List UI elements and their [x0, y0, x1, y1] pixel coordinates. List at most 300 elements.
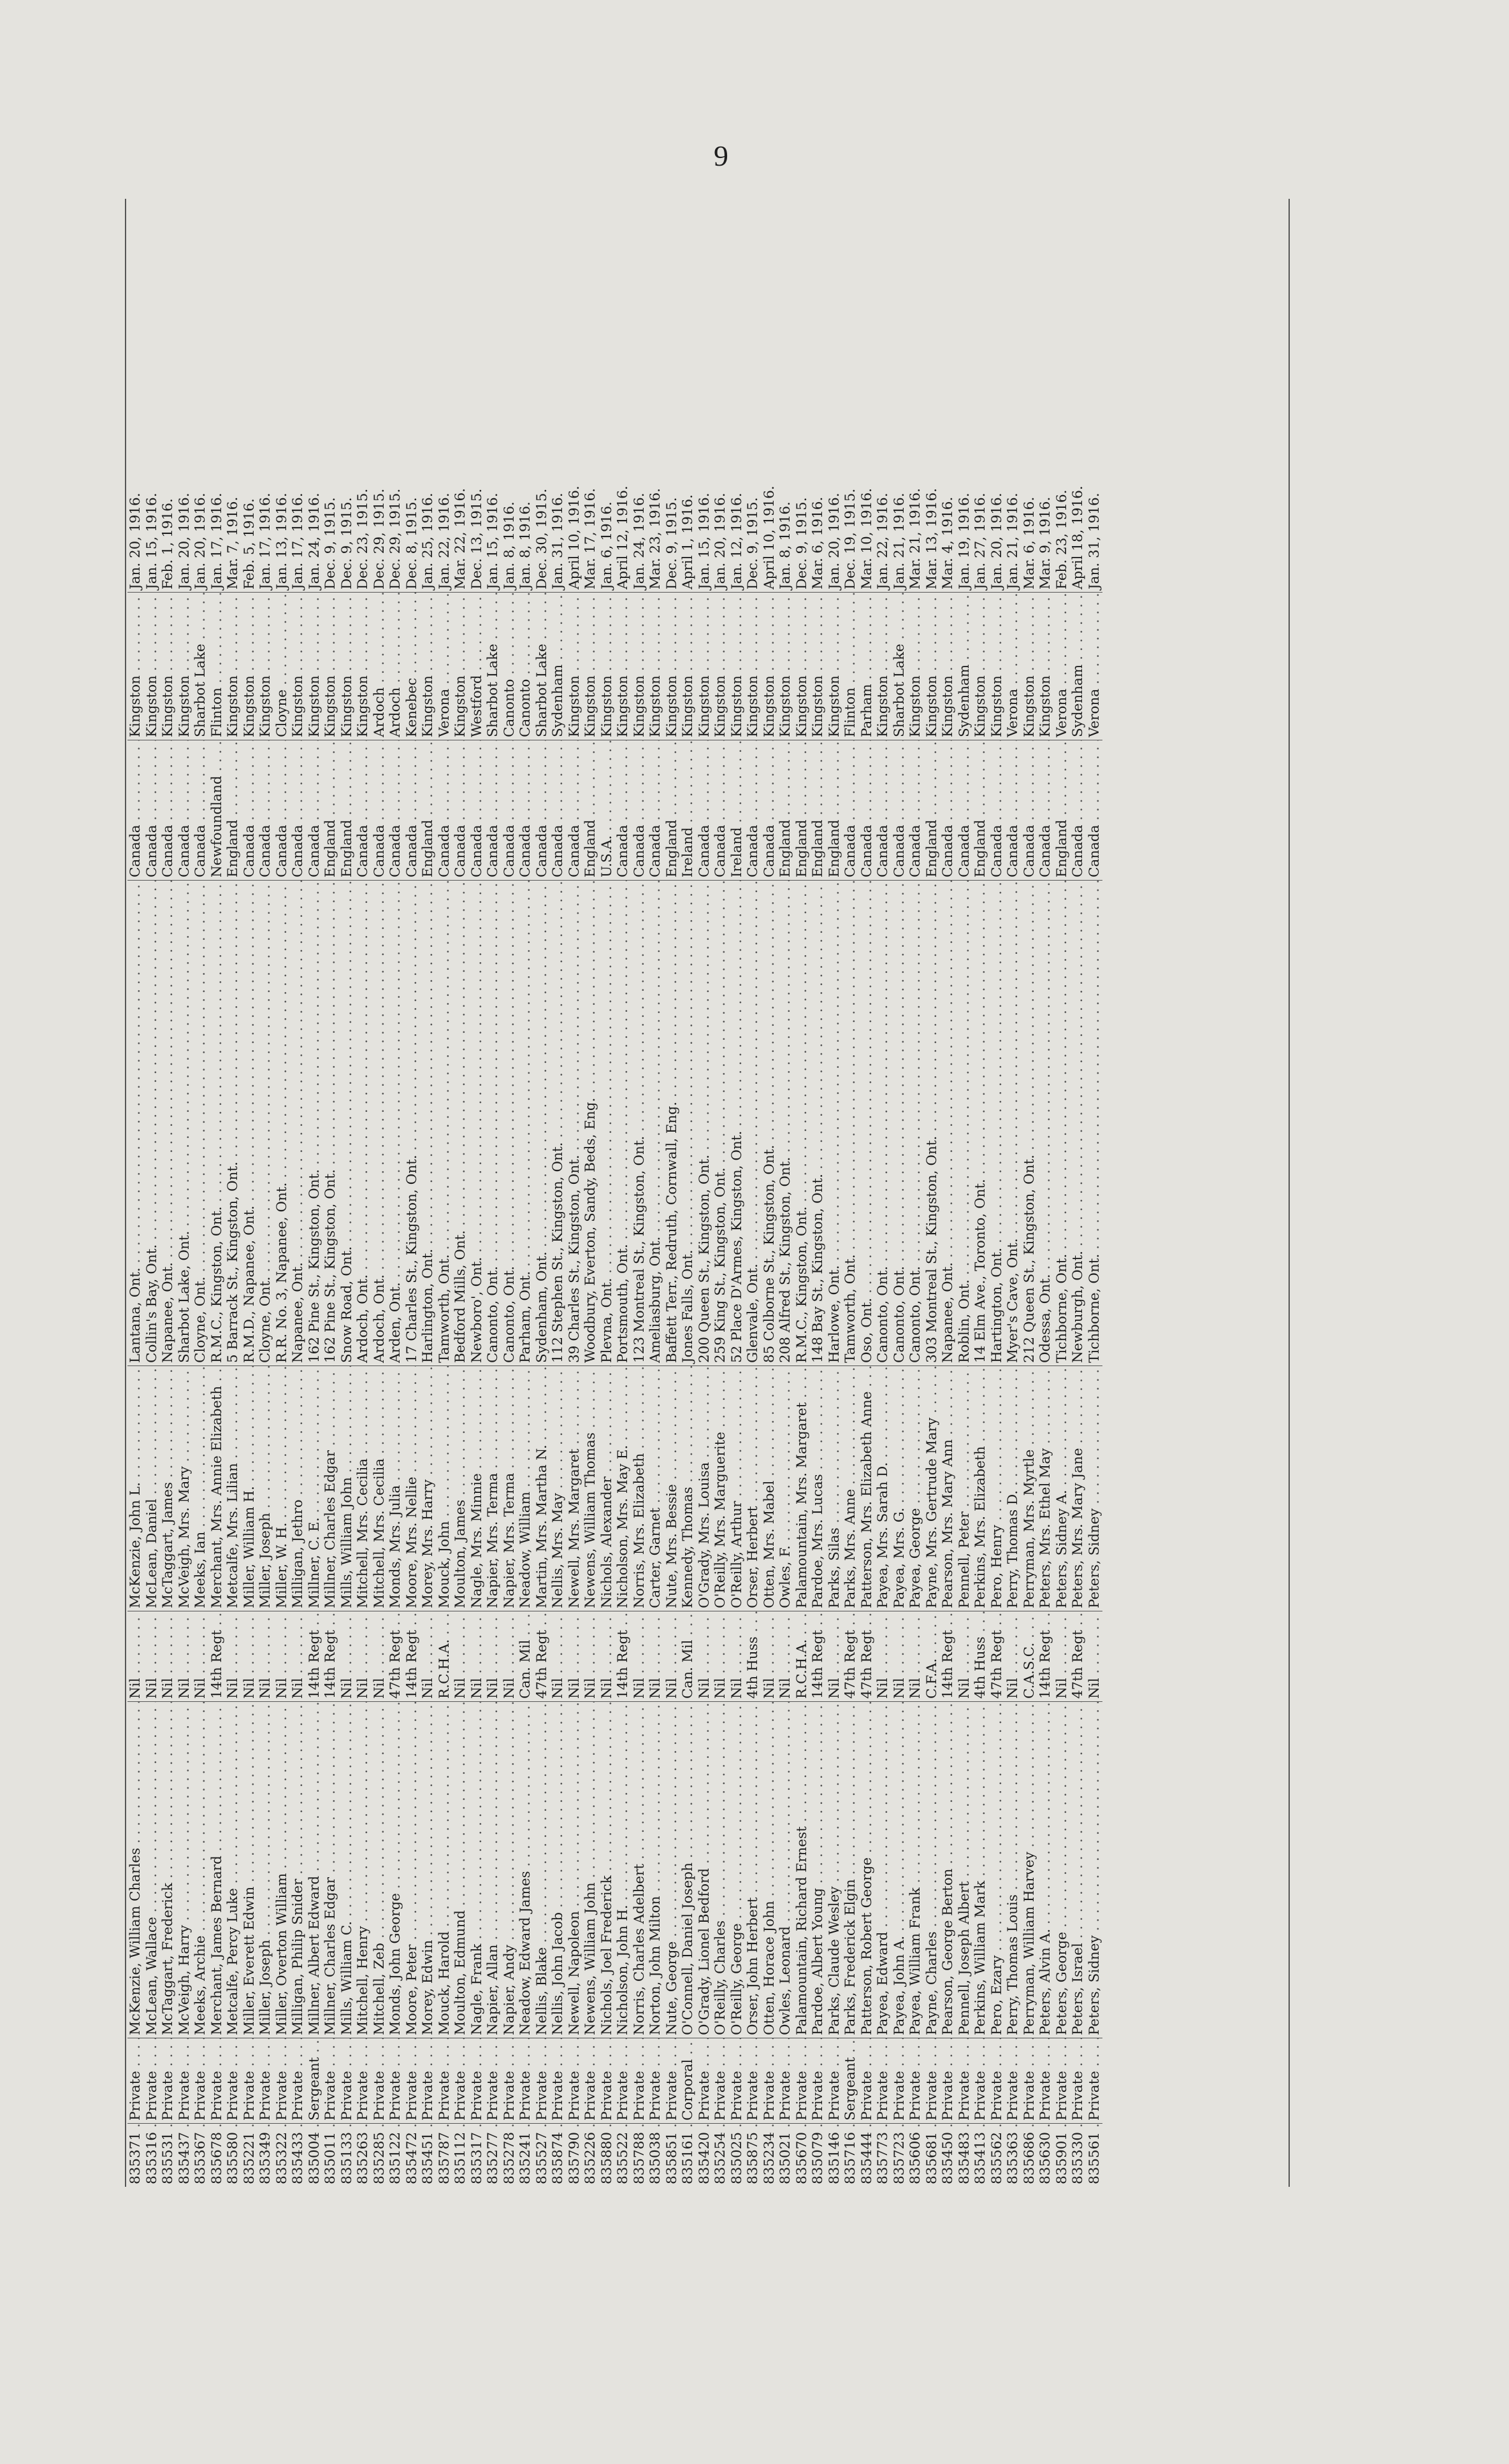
regimental-number-cell: 835790 . . .: [567, 2123, 583, 2187]
regimental-number-cell: 835522 . . .: [615, 2123, 632, 2187]
date-taken-on-strength-cell: Jan. 31, 1916.: [1086, 493, 1102, 589]
table-row: [647, 199, 664, 2187]
kin-address-cell: Cloyne, Ont. . . .: [192, 880, 209, 1365]
former-corps-cell: Nil . . .: [1087, 1611, 1103, 1701]
place-taken-on-strength-cell: Sharbot Lake . . .: [534, 592, 551, 740]
kin-address-cell: Arden, Ont. . . .: [387, 880, 404, 1365]
regimental-number-cell: 835880 . . .: [599, 2123, 616, 2187]
soldier-name-cell: Nagle, Frank . . .: [469, 1701, 486, 2038]
kin-address-cell: Sydenham, Ont. . . .: [534, 880, 551, 1365]
regimental-number-cell: 835716 . . .: [842, 2123, 859, 2187]
place-taken-on-strength-cell: Kingston . . .: [794, 592, 811, 740]
place-taken-on-strength-cell: Sydenham . . .: [550, 592, 567, 740]
kin-address-cell: Odessa, Ont. . . .: [1037, 880, 1054, 1365]
country-of-birth-cell: Canada . . .: [550, 740, 567, 880]
table-row: [712, 199, 729, 2187]
place-taken-on-strength-cell: Kingston . . .: [697, 592, 713, 740]
kin-address-cell: Harlington, Ont. . . .: [420, 880, 437, 1365]
rank-cell: Private . . .: [257, 2038, 274, 2123]
date-taken-on-strength-cell: Jan. 13, 1916.: [273, 493, 290, 589]
next-of-kin-cell: Napier, Mrs. Terma . . .: [485, 1365, 502, 1611]
soldier-name-cell: Nichols, Joel Frederick . . .: [599, 1701, 616, 2038]
regimental-number-cell: 835686 . . .: [1022, 2123, 1038, 2187]
regimental-number-cell: 835787 . . .: [437, 2123, 453, 2187]
country-of-birth-cell: Ireland . . .: [680, 740, 697, 880]
former-corps-cell: 14th Regt . . .: [209, 1611, 226, 1701]
former-corps-cell: Nil . . .: [274, 1611, 291, 1701]
rank-cell: Private . . .: [940, 2038, 957, 2123]
table-row: [469, 199, 486, 2187]
rank-cell: Private . . .: [1087, 2038, 1103, 2123]
table-row: [680, 199, 697, 2187]
former-corps-cell: Nil . . .: [632, 1611, 648, 1701]
rank-cell: Private . . .: [534, 2038, 551, 2123]
place-taken-on-strength-cell: Kingston . . .: [452, 592, 469, 740]
table-row: [452, 199, 469, 2187]
country-of-birth-cell: Canada . . .: [437, 740, 453, 880]
next-of-kin-cell: Otten, Mrs. Mabel . . .: [762, 1365, 778, 1611]
former-corps-cell: Nil . . .: [582, 1611, 599, 1701]
kin-address-cell: Ameliasburg, Ont. . . .: [647, 880, 664, 1365]
regimental-number-cell: 835444 . . .: [859, 2123, 876, 2187]
next-of-kin-cell: Nute, Mrs. Bessie . . .: [664, 1365, 681, 1611]
former-corps-cell: Nil . . .: [339, 1611, 356, 1701]
rank-cell: Sergeant . . .: [307, 2038, 323, 2123]
kin-address-cell: Glenvale, Ont. . . .: [745, 880, 762, 1365]
date-taken-on-strength-cell: Feb. 1, 1916.: [160, 498, 176, 589]
regimental-number-cell: 835011 . . .: [322, 2123, 339, 2187]
country-of-birth-cell: Canada . . .: [632, 740, 648, 880]
former-corps-cell: Nil . . .: [257, 1611, 274, 1701]
country-of-birth-cell: Canada . . .: [940, 740, 957, 880]
place-taken-on-strength-cell: Sydenham . . .: [957, 592, 973, 740]
soldier-name-cell: Miller, Joseph . . .: [257, 1701, 274, 2038]
soldier-name-cell: Miller, Everett Edwin . . .: [242, 1701, 258, 2038]
date-taken-on-strength-cell: Jan. 31, 1916.: [550, 493, 566, 589]
table-row: [242, 199, 258, 2187]
date-taken-on-strength-cell: Dec. 29, 1915.: [387, 488, 403, 589]
rank-cell: Private . . .: [355, 2038, 372, 2123]
table-row: [437, 199, 453, 2187]
next-of-kin-cell: Orser, Herbert . . .: [745, 1365, 762, 1611]
place-taken-on-strength-cell: Flinton . . .: [209, 592, 226, 740]
rank-cell: Private . . .: [404, 2038, 421, 2123]
former-corps-cell: Nil . . .: [160, 1611, 177, 1701]
kin-address-cell: Newburgh, Ont. . . .: [1070, 880, 1087, 1365]
former-corps-cell: Nil . . .: [647, 1611, 664, 1701]
place-taken-on-strength-cell: Verona . . .: [1005, 592, 1022, 740]
regimental-number-cell: 835133 . . .: [339, 2123, 356, 2187]
regimental-number-cell: 835901 . . .: [1054, 2123, 1071, 2187]
next-of-kin-cell: Moulton, James . . .: [452, 1365, 469, 1611]
next-of-kin-cell: O'Reilly, Arthur . . .: [729, 1365, 746, 1611]
rank-cell: Private . . .: [664, 2038, 681, 2123]
next-of-kin-cell: Pearson, Mrs. Mary Ann . . .: [940, 1365, 957, 1611]
regimental-number-cell: 835112 . . .: [452, 2123, 469, 2187]
next-of-kin-cell: Mills, William John . . .: [339, 1365, 356, 1611]
rank-cell: Private . . .: [647, 2038, 664, 2123]
place-taken-on-strength-cell: Kingston . . .: [632, 592, 648, 740]
regimental-number-cell: 835561 . . .: [1087, 2123, 1103, 2187]
rank-cell: Private . . .: [762, 2038, 778, 2123]
rank-cell: Private . . .: [875, 2038, 892, 2123]
date-taken-on-strength-cell: Jan. 20, 1916.: [826, 493, 842, 589]
soldier-name-cell: Peters, George . . .: [1054, 1701, 1071, 2038]
next-of-kin-cell: Monds, Mrs. Julia . . .: [387, 1365, 404, 1611]
place-taken-on-strength-cell: Kingston . . .: [712, 592, 729, 740]
soldier-name-cell: Norton, John Milton . . .: [647, 1701, 664, 2038]
soldier-name-cell: Parks, Frederick Elgin . . .: [842, 1701, 859, 2038]
rank-cell: Private . . .: [1037, 2038, 1054, 2123]
next-of-kin-cell: O'Grady, Mrs. Louisa . . .: [697, 1365, 713, 1611]
rank-cell: Private . . .: [859, 2038, 876, 2123]
rank-cell: Private . . .: [127, 2038, 144, 2123]
soldier-name-cell: Nellis, John Jacob . . .: [550, 1701, 567, 2038]
former-corps-cell: Nil . . .: [469, 1611, 486, 1701]
next-of-kin-cell: Norris, Mrs. Elizabeth . . .: [632, 1365, 648, 1611]
rank-cell: Private . . .: [777, 2038, 794, 2123]
date-taken-on-strength-cell: Dec. 30, 1915.: [533, 488, 550, 589]
kin-address-cell: 17 Charles St., Kingston, Ont. . . .: [404, 880, 421, 1365]
rank-cell: Private . . .: [387, 2038, 404, 2123]
date-taken-on-strength-cell: Jan. 20, 1916.: [988, 493, 1005, 589]
country-of-birth-cell: Canada . . .: [615, 740, 632, 880]
date-taken-on-strength-cell: Dec. 29, 1915.: [371, 488, 387, 589]
next-of-kin-cell: Peters, Mrs. Ethel May . . .: [1037, 1365, 1054, 1611]
date-taken-on-strength-cell: Jan. 8, 1916.: [501, 501, 517, 589]
date-taken-on-strength-cell: Jan. 8, 1916.: [517, 501, 533, 589]
country-of-birth-cell: Newfoundland . . .: [209, 740, 226, 880]
former-corps-cell: 4th Huss . . .: [972, 1611, 989, 1701]
date-taken-on-strength-cell: April 1, 1916.: [680, 494, 696, 589]
country-of-birth-cell: England . . .: [924, 740, 941, 880]
next-of-kin-cell: Mouck, John . . .: [437, 1365, 453, 1611]
place-taken-on-strength-cell: Kingston . . .: [322, 592, 339, 740]
soldier-name-cell: O'Reilly, George . . .: [729, 1701, 746, 2038]
place-taken-on-strength-cell: Kingston . . .: [582, 592, 599, 740]
next-of-kin-cell: McKenzie, John L. . . .: [127, 1365, 144, 1611]
regimental-number-cell: 835723 . . .: [892, 2123, 908, 2187]
kin-address-cell: 85 Colborne St., Kingston, Ont. . . .: [762, 880, 778, 1365]
table-row: [160, 199, 177, 2187]
kin-address-cell: Newboro', Ont. . . .: [469, 880, 486, 1365]
date-taken-on-strength-cell: Jan. 8, 1916.: [777, 501, 793, 589]
regimental-number-cell: 835241 . . .: [517, 2123, 534, 2187]
regimental-number-cell: 835349 . . .: [257, 2123, 274, 2187]
kin-address-cell: 148 Bay St., Kingston, Ont. . . .: [810, 880, 827, 1365]
regimental-number-cell: 835773 . . .: [875, 2123, 892, 2187]
place-taken-on-strength-cell: Kingston . . .: [144, 592, 161, 740]
kin-address-cell: 39 Charles St., Kingston, Ont. . . .: [567, 880, 583, 1365]
kin-address-cell: 259 King St., Kingston, Ont. . . .: [712, 880, 729, 1365]
next-of-kin-cell: Owles, F. . . .: [777, 1365, 794, 1611]
former-corps-cell: Nil . . .: [827, 1611, 843, 1701]
former-corps-cell: 47th Regt . . .: [387, 1611, 404, 1701]
former-corps-cell: 47th Regt . . .: [1070, 1611, 1087, 1701]
next-of-kin-cell: Patterson, Mrs. Elizabeth Anne . . .: [859, 1365, 876, 1611]
next-of-kin-cell: Newens, William Thomas . . .: [582, 1365, 599, 1611]
soldier-name-cell: Perkins, William Mark . . .: [972, 1701, 989, 2038]
former-corps-cell: Nil . . .: [177, 1611, 193, 1701]
soldier-name-cell: Peters, Alvin A. . . .: [1037, 1701, 1054, 2038]
kin-address-cell: Myer's Cave, Ont. . . .: [1005, 880, 1022, 1365]
soldier-name-cell: Payea, William Frank . . .: [907, 1701, 924, 2038]
country-of-birth-cell: Canada . . .: [502, 740, 518, 880]
kin-address-cell: Tichborne, Ont. . . .: [1054, 880, 1071, 1365]
rank-cell: Private . . .: [632, 2038, 648, 2123]
table-row: [1005, 199, 1022, 2187]
kin-address-cell: Portsmouth, Ont. . . .: [615, 880, 632, 1365]
table-row: [485, 199, 502, 2187]
kin-address-cell: Canonto, Ont. . . .: [875, 880, 892, 1365]
table-row: [209, 199, 226, 2187]
place-taken-on-strength-cell: Kingston . . .: [599, 592, 616, 740]
rank-cell: Sergeant . . .: [842, 2038, 859, 2123]
kin-address-cell: Oso, Ont. . . .: [859, 880, 876, 1365]
kin-address-cell: Plevna, Ont. . . .: [599, 880, 616, 1365]
regimental-number-cell: 835670 . . .: [794, 2123, 811, 2187]
rank-cell: Private . . .: [729, 2038, 746, 2123]
kin-address-cell: Canonto, Ont. . . .: [485, 880, 502, 1365]
country-of-birth-cell: Canada . . .: [859, 740, 876, 880]
date-taken-on-strength-cell: Jan. 22, 1916.: [875, 493, 891, 589]
soldier-name-cell: McVeigh, Harry . . .: [177, 1701, 193, 2038]
next-of-kin-cell: Peters, Sidney . . .: [1087, 1365, 1103, 1611]
next-of-kin-cell: Payea, George . . .: [907, 1365, 924, 1611]
next-of-kin-cell: Nicholson, Mrs. May E. . . .: [615, 1365, 632, 1611]
former-corps-cell: C.F.A. . . .: [924, 1611, 941, 1701]
table-row: [1087, 199, 1103, 2187]
regimental-number-cell: 835371 . . .: [127, 2123, 144, 2187]
soldier-name-cell: Neadow, Edward James . . .: [517, 1701, 534, 2038]
date-taken-on-strength-cell: Dec. 9, 1915.: [793, 497, 810, 589]
country-of-birth-cell: England . . .: [664, 740, 681, 880]
kin-address-cell: 162 Pine St., Kingston, Ont. . . .: [307, 880, 323, 1365]
rank-cell: Private . . .: [1005, 2038, 1022, 2123]
place-taken-on-strength-cell: Kingston . . .: [567, 592, 583, 740]
former-corps-cell: 14th Regt . . .: [307, 1611, 323, 1701]
soldier-name-cell: Pero, Ezary . . .: [989, 1701, 1006, 2038]
former-corps-cell: 47th Regt . . .: [534, 1611, 551, 1701]
rank-cell: Private . . .: [989, 2038, 1006, 2123]
regimental-number-cell: 835226 . . .: [582, 2123, 599, 2187]
place-taken-on-strength-cell: Westford . . .: [469, 592, 486, 740]
former-corps-cell: Nil . . .: [1054, 1611, 1071, 1701]
soldier-name-cell: Metcalfe, Percy Luke . . .: [225, 1701, 242, 2038]
table-row: [1022, 199, 1038, 2187]
country-of-birth-cell: England . . .: [322, 740, 339, 880]
regimental-number-cell: 835433 . . .: [290, 2123, 307, 2187]
soldier-name-cell: Miller, Overton William . . .: [274, 1701, 291, 2038]
rank-cell: Private . . .: [972, 2038, 989, 2123]
regimental-number-cell: 835221 . . .: [242, 2123, 258, 2187]
former-corps-cell: R.C.H.A. . . .: [437, 1611, 453, 1701]
regimental-number-cell: 835330 . . .: [1070, 2123, 1087, 2187]
former-corps-cell: Nil . . .: [599, 1611, 616, 1701]
table-row: [697, 199, 713, 2187]
table-row: [745, 199, 762, 2187]
country-of-birth-cell: Ireland . . .: [729, 740, 746, 880]
rank-cell: Private . . .: [745, 2038, 762, 2123]
place-taken-on-strength-cell: Kingston . . .: [729, 592, 746, 740]
date-taken-on-strength-cell: Mar. 10, 1916.: [858, 488, 875, 589]
table-row: [842, 199, 859, 2187]
soldier-name-cell: Palamountain, Richard Ernest . . .: [794, 1701, 811, 2038]
regimental-number-cell: 835531 . . .: [160, 2123, 177, 2187]
table-row: [632, 199, 648, 2187]
country-of-birth-cell: Canada . . .: [192, 740, 209, 880]
soldier-name-cell: Perryman, William Harvey . . .: [1022, 1701, 1038, 2038]
kin-address-cell: R.M.D., Napanee, Ont. . . .: [242, 880, 258, 1365]
table-row: [907, 199, 924, 2187]
soldier-name-cell: Mitchell, Zeb . . .: [372, 1701, 388, 2038]
rank-cell: Private . . .: [160, 2038, 177, 2123]
soldier-name-cell: Nellis, Blake . . .: [534, 1701, 551, 2038]
date-taken-on-strength-cell: Jan. 15, 1916.: [696, 493, 712, 589]
country-of-birth-cell: Canada . . .: [534, 740, 551, 880]
kin-address-cell: Ardoch, Ont. . . .: [372, 880, 388, 1365]
soldier-name-cell: Peters, Sidney . . .: [1087, 1701, 1103, 2038]
date-taken-on-strength-cell: Mar. 13, 1916.: [923, 488, 940, 589]
place-taken-on-strength-cell: Kenebec . . .: [404, 592, 421, 740]
table-row: [1054, 199, 1071, 2187]
rank-cell: Private . . .: [892, 2038, 908, 2123]
former-corps-cell: 14th Regt . . .: [1037, 1611, 1054, 1701]
soldier-name-cell: Merchant, James Bernard . . .: [209, 1701, 226, 2038]
nominal-roll-table: [127, 199, 1287, 2187]
former-corps-cell: Nil . . .: [712, 1611, 729, 1701]
table-row: [729, 199, 746, 2187]
kin-address-cell: Ardoch, Ont. . . .: [355, 880, 372, 1365]
next-of-kin-cell: McLean, Daniel . . .: [144, 1365, 161, 1611]
regimental-number-cell: 835278 . . .: [502, 2123, 518, 2187]
regimental-number-cell: 835472 . . .: [404, 2123, 421, 2187]
regimental-number-cell: 835874 . . .: [550, 2123, 567, 2187]
date-taken-on-strength-cell: April 10, 1916.: [761, 486, 777, 589]
soldier-name-cell: Nute, George . . .: [664, 1701, 681, 2038]
rank-cell: Private . . .: [582, 2038, 599, 2123]
place-taken-on-strength-cell: Cloyne . . .: [274, 592, 291, 740]
table-row: [355, 199, 372, 2187]
soldier-name-cell: Payea, Edward . . .: [875, 1701, 892, 2038]
soldier-name-cell: Parks, Claude Wesley . . .: [827, 1701, 843, 2038]
country-of-birth-cell: Canada . . .: [485, 740, 502, 880]
kin-address-cell: Napanee, Ont. . . .: [160, 880, 177, 1365]
table-row: [567, 199, 583, 2187]
place-taken-on-strength-cell: Kingston . . .: [1022, 592, 1038, 740]
country-of-birth-cell: England . . .: [794, 740, 811, 880]
place-taken-on-strength-cell: Flinton . . .: [842, 592, 859, 740]
former-corps-cell: Nil . . .: [485, 1611, 502, 1701]
country-of-birth-cell: England . . .: [225, 740, 242, 880]
former-corps-cell: Nil . . .: [242, 1611, 258, 1701]
date-taken-on-strength-cell: Mar. 7, 1916.: [225, 496, 241, 589]
table-row: [127, 199, 144, 2187]
country-of-birth-cell: Canada . . .: [177, 740, 193, 880]
rank-cell: Private . . .: [1070, 2038, 1087, 2123]
kin-address-cell: Harlowe, Ont. . . .: [827, 880, 843, 1365]
table-row: [827, 199, 843, 2187]
regimental-number-cell: 835851 . . .: [664, 2123, 681, 2187]
former-corps-cell: C.A.S.C. . . .: [1022, 1611, 1038, 1701]
place-taken-on-strength-cell: Sharbot Lake . . .: [192, 592, 209, 740]
place-taken-on-strength-cell: Kingston . . .: [290, 592, 307, 740]
kin-address-cell: 162 Pine St., Kingston, Ont. . . .: [322, 880, 339, 1365]
rank-cell: Private . . .: [485, 2038, 502, 2123]
next-of-kin-cell: Metcalfe, Mrs. Lilian . . .: [225, 1365, 242, 1611]
kin-address-cell: R.R. No. 3, Napanee, Ont. . . .: [274, 880, 291, 1365]
regimental-number-cell: 835021 . . .: [777, 2123, 794, 2187]
soldier-name-cell: Napier, Allan . . .: [485, 1701, 502, 2038]
table-row: [257, 199, 274, 2187]
kin-address-cell: 112 Stephen St., Kingston, Ont. . . .: [550, 880, 567, 1365]
regimental-number-cell: 835875 . . .: [745, 2123, 762, 2187]
kin-address-cell: 14 Elm Ave., Toronto, Ont. . . .: [972, 880, 989, 1365]
date-taken-on-strength-cell: Mar. 22, 1916.: [452, 488, 468, 589]
date-taken-on-strength-cell: Mar. 17, 1916.: [582, 488, 598, 589]
table-row: [1037, 199, 1054, 2187]
country-of-birth-cell: Canada . . .: [127, 740, 144, 880]
country-of-birth-cell: Canada . . .: [1087, 740, 1103, 880]
regimental-number-cell: 835004 . . .: [307, 2123, 323, 2187]
former-corps-cell: 14th Regt . . .: [810, 1611, 827, 1701]
kin-address-cell: Cloyne, Ont. . . .: [257, 880, 274, 1365]
former-corps-cell: Nil . . .: [957, 1611, 973, 1701]
regimental-number-cell: 835788 . . .: [632, 2123, 648, 2187]
date-taken-on-strength-cell: Jan. 15, 1916.: [485, 493, 501, 589]
soldier-name-cell: McTaggart, Frederick . . .: [160, 1701, 177, 2038]
next-of-kin-cell: Neadow, William . . .: [517, 1365, 534, 1611]
next-of-kin-cell: Merchant, Mrs. Annie Elizabeth . . .: [209, 1365, 226, 1611]
kin-address-cell: Tamworth, Ont. . . .: [842, 880, 859, 1365]
regimental-number-cell: 835527 . . .: [534, 2123, 551, 2187]
date-taken-on-strength-cell: Dec. 9, 1915.: [338, 497, 355, 589]
page-number: 9: [714, 140, 728, 172]
former-corps-cell: Nil . . .: [290, 1611, 307, 1701]
place-taken-on-strength-cell: Kingston . . .: [160, 592, 177, 740]
soldier-name-cell: Newell, Napoleon . . .: [567, 1701, 583, 2038]
next-of-kin-cell: Meeks, Ian . . .: [192, 1365, 209, 1611]
place-taken-on-strength-cell: Kingston . . .: [664, 592, 681, 740]
table-row: [875, 199, 892, 2187]
next-of-kin-cell: Miller, Joseph . . .: [257, 1365, 274, 1611]
table-row: [762, 199, 778, 2187]
former-corps-cell: Nil . . .: [372, 1611, 388, 1701]
former-corps-cell: Nil . . .: [762, 1611, 778, 1701]
kin-address-cell: Canonto, Ont. . . .: [907, 880, 924, 1365]
rank-cell: Private . . .: [274, 2038, 291, 2123]
country-of-birth-cell: England . . .: [827, 740, 843, 880]
former-corps-cell: Nil . . .: [502, 1611, 518, 1701]
regimental-number-cell: 835263 . . .: [355, 2123, 372, 2187]
date-taken-on-strength-cell: Mar. 9, 1916.: [1037, 496, 1053, 589]
date-taken-on-strength-cell: April 12, 1916.: [615, 486, 631, 589]
regimental-number-cell: 835285 . . .: [372, 2123, 388, 2187]
kin-address-cell: 212 Queen St., Kingston, Ont. . . .: [1022, 880, 1038, 1365]
place-taken-on-strength-cell: Kingston . . .: [355, 592, 372, 740]
kin-address-cell: Lantana, Ont. . . .: [127, 880, 144, 1365]
date-taken-on-strength-cell: Jan. 17, 1916.: [208, 493, 225, 589]
country-of-birth-cell: Canada . . .: [1022, 740, 1038, 880]
former-corps-cell: Nil . . .: [127, 1611, 144, 1701]
country-of-birth-cell: Canada . . .: [1070, 740, 1087, 880]
rank-cell: Private . . .: [469, 2038, 486, 2123]
date-taken-on-strength-cell: Jan. 15, 1916.: [143, 493, 160, 589]
kin-address-cell: Roblin, Ont. . . .: [957, 880, 973, 1365]
next-of-kin-cell: Pennell, Peter . . .: [957, 1365, 973, 1611]
table-row: [859, 199, 876, 2187]
table-body: [127, 199, 1102, 2187]
